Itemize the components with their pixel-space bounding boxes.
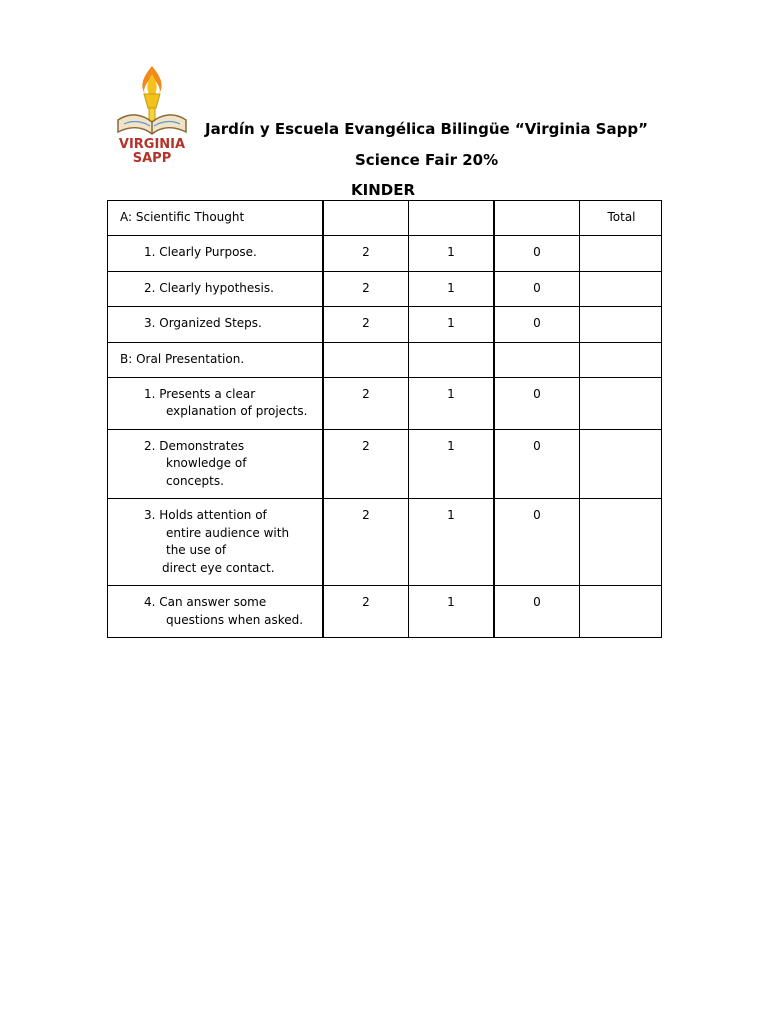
criterion-line-continued: entire audience with: [166, 525, 290, 540]
score-cell: [323, 586, 409, 638]
score-value: 2: [362, 281, 370, 295]
score-value: 2: [362, 316, 370, 330]
criterion-cell: [108, 429, 324, 499]
score-cell: [409, 499, 495, 586]
rubric-item-row: [108, 272, 662, 307]
score-value: 1: [447, 316, 455, 330]
total-cell: [580, 499, 662, 586]
score-cell: [409, 429, 495, 499]
score-cell: [494, 429, 580, 499]
criterion-text: [108, 430, 322, 499]
criterion-line-continued: direct eye contact.: [162, 560, 275, 575]
section-b-label: B: Oral Presentation.: [120, 352, 245, 366]
criterion-line: 1. Presents a clear: [144, 386, 256, 401]
criterion-line-continued: the use of: [166, 543, 227, 557]
section-b-label-cell: [108, 343, 324, 378]
score-cell: [409, 307, 495, 343]
score-cell: [409, 236, 495, 272]
score-value: 0: [533, 316, 541, 330]
score-value: 1: [447, 508, 455, 522]
empty-cell: [409, 343, 495, 378]
criterion-text: [108, 586, 322, 637]
score-value: 1: [447, 245, 455, 259]
rubric-item-row: [108, 429, 662, 499]
criterion-line: 3. Organized Steps.: [144, 316, 262, 330]
criterion-line: 4. Can answer some: [144, 595, 267, 609]
criterion-line: 3. Holds attention of: [144, 508, 267, 522]
total-cell: [580, 586, 662, 638]
torch-book-icon: [112, 64, 192, 144]
score-cell: [494, 307, 580, 343]
criterion-cell: [108, 272, 324, 307]
empty-cell: [494, 343, 580, 378]
score-cell: [323, 236, 409, 272]
school-name: Jardín y Escuela Evangélica Bilingüe “Virginia Sapp”: [205, 120, 648, 138]
total-cell: [580, 377, 662, 429]
criterion-text: [108, 307, 322, 341]
score-cell: [494, 272, 580, 307]
criterion-line-continued: concepts.: [166, 473, 224, 488]
score-value: 2: [362, 595, 370, 609]
total-header: Total: [607, 210, 636, 224]
score-value: 0: [533, 386, 541, 401]
score-value: 1: [447, 438, 455, 453]
score-cell: [409, 272, 495, 307]
criterion-text: [108, 499, 322, 585]
section-b-header-row: [108, 343, 662, 378]
score-value: 2: [362, 508, 370, 522]
criterion-text: [108, 378, 322, 429]
rubric-item-row: [108, 377, 662, 429]
empty-cell: [580, 343, 662, 378]
rubric-table: [107, 200, 662, 638]
criterion-text: [108, 272, 322, 306]
score-value: 1: [447, 386, 455, 401]
score-cell: [494, 499, 580, 586]
empty-cell: [323, 201, 409, 236]
fair-title: Science Fair 20%: [355, 151, 499, 169]
score-value: 2: [362, 438, 370, 453]
score-cell: [494, 586, 580, 638]
criterion-cell: [108, 377, 324, 429]
score-cell: [494, 377, 580, 429]
score-cell: [409, 586, 495, 638]
score-value: 2: [362, 386, 370, 401]
grade-label: KINDER: [351, 181, 416, 199]
score-cell: [409, 377, 495, 429]
score-cell: [323, 429, 409, 499]
total-cell: [580, 272, 662, 307]
score-cell: [323, 499, 409, 586]
logo-text-sapp: SAPP: [132, 151, 172, 166]
criterion-text: [108, 236, 322, 270]
school-logo: [112, 64, 192, 168]
rubric-item-row: [108, 499, 662, 586]
score-value: 1: [447, 281, 455, 295]
section-a-label-cell: [108, 201, 324, 236]
section-a-header-row: [108, 201, 662, 236]
total-cell: [580, 236, 662, 272]
criterion-line-continued: questions when asked.: [166, 612, 304, 627]
empty-cell: [323, 343, 409, 378]
rubric-body: [108, 201, 662, 638]
score-value: 0: [533, 508, 541, 522]
logo-text-virginia: VIRGINIA: [118, 137, 186, 152]
rubric-item-row: [108, 236, 662, 272]
section-a-label: A: Scientific Thought: [120, 210, 245, 224]
score-value: 1: [447, 595, 455, 609]
score-cell: [494, 236, 580, 272]
criterion-line-continued: knowledge of: [166, 456, 247, 470]
score-value: 0: [533, 595, 541, 609]
criterion-cell: [108, 236, 324, 272]
total-header-cell: [580, 201, 662, 236]
score-cell: [323, 272, 409, 307]
criterion-line: 2. Clearly hypothesis.: [144, 281, 274, 295]
empty-cell: [494, 201, 580, 236]
score-value: 0: [533, 245, 541, 259]
score-value: 0: [533, 281, 541, 295]
score-cell: [323, 307, 409, 343]
empty-cell: [409, 201, 495, 236]
rubric-item-row: [108, 307, 662, 343]
criterion-line: 2. Demonstrates: [144, 438, 245, 453]
criterion-line: 1. Clearly Purpose.: [144, 245, 257, 259]
score-cell: [323, 377, 409, 429]
criterion-cell: [108, 586, 324, 638]
total-cell: [580, 429, 662, 499]
rubric-item-row: [108, 586, 662, 638]
criterion-cell: [108, 307, 324, 343]
criterion-line-continued: explanation of projects.: [166, 404, 308, 418]
criterion-cell: [108, 499, 324, 586]
total-cell: [580, 307, 662, 343]
score-value: 0: [533, 438, 541, 453]
score-value: 2: [362, 245, 370, 259]
